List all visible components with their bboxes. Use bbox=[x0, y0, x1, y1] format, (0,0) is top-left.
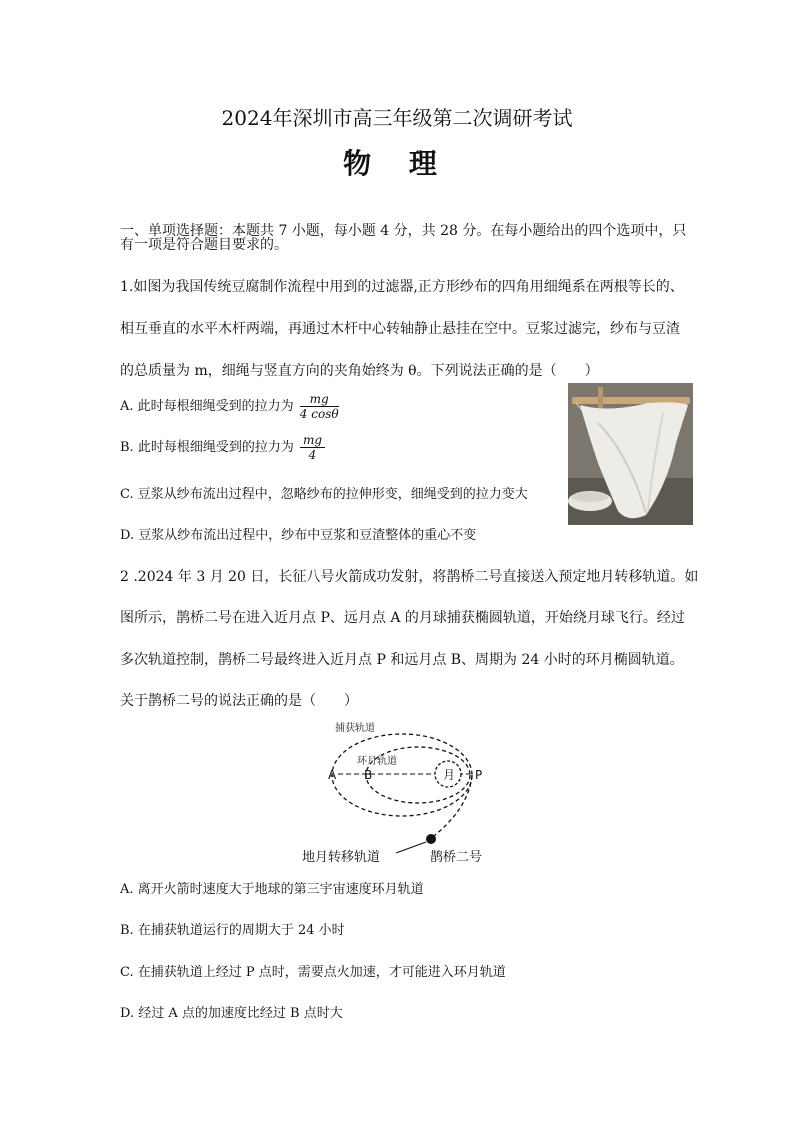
orbit-diagram bbox=[300, 715, 500, 870]
section-instruction-line2: 有一项是符合题目要求的。 bbox=[120, 237, 288, 253]
q1-stem-line2: 相互垂直的水平木杆两端，再通过木杆中心转轴静止悬挂在空中。豆浆过滤完，纱布与豆渣 bbox=[120, 321, 680, 337]
capture-orbit-label: 捕获轨道 bbox=[335, 723, 375, 734]
moon-label: 月 bbox=[443, 768, 456, 782]
transfer-orbit-leader bbox=[396, 842, 426, 853]
q1-option-c: C. 豆浆从纱布流出过程中，忽略纱布的拉伸形变，细绳受到的拉力变大 bbox=[120, 487, 528, 502]
q1-option-a bbox=[120, 392, 339, 421]
q2-option-d: D. 经过 A 点的加速度比经过 B 点时大 bbox=[120, 1006, 343, 1021]
tofu-filter-photo bbox=[568, 383, 693, 525]
q1-option-d: D. 豆浆从纱布流出过程中，纱布中豆浆和豆渣整体的重心不变 bbox=[120, 528, 477, 543]
q1-stem-line1: 1.如图为我国传统豆腐制作流程中用到的过滤器,正方形纱布的四角用细绳系在两根等长的、 bbox=[120, 279, 684, 295]
q2-stem-line4: 关于鹊桥二号的说法正确的是（ ） bbox=[120, 693, 358, 709]
q2-stem-line2: 图所示，鹊桥二号在进入近月点 P、远月点 A 的月球捕获椭圆轨道，开始绕月球飞行。经过 bbox=[120, 610, 685, 626]
q1-option-a-fraction bbox=[300, 392, 339, 421]
q1-option-b-fraction bbox=[300, 433, 325, 462]
section-instruction-line1: 一、单项选择题：本题共 7 小题，每小题 4 分，共 28 分。在每小题给出的四个选项中，只 bbox=[120, 223, 687, 239]
q1-option-a-text: A. 此时每根细绳受到的拉力为 bbox=[120, 399, 294, 414]
q1-option-b bbox=[120, 433, 325, 462]
point-a-label: A bbox=[328, 768, 337, 782]
q2-option-a: A. 离开火箭时速度大于地球的第三宇宙速度环月轨道 bbox=[120, 882, 424, 897]
q1-option-b-text: B. 此时每根细绳受到的拉力为 bbox=[120, 440, 294, 455]
q1-option-a-numerator: mg bbox=[300, 392, 339, 407]
tofu-filter-illustration bbox=[568, 383, 693, 525]
q1-option-b-numerator: mg bbox=[300, 433, 325, 448]
q2-stem-line1: 2 .2024 年 3 月 20 日，长征八号火箭成功发射，将鹊桥二号直接送入预定地月转移轨道。如 bbox=[120, 569, 699, 585]
subject-title: 物 理 bbox=[343, 147, 451, 180]
transfer-orbit-label: 地月转移轨道 bbox=[302, 850, 381, 865]
point-b-label: B bbox=[364, 768, 373, 782]
probe-dot bbox=[426, 834, 436, 844]
q2-stem-line3: 多次轨道控制，鹊桥二号最终进入近月点 P 和远月点 B、周期为 24 小时的环月椭圆轨道。 bbox=[120, 652, 684, 668]
point-p-label: P bbox=[475, 768, 483, 782]
q1-option-b-denominator: 4 bbox=[308, 448, 317, 462]
q1-option-a-denominator: 4 cosθ bbox=[299, 407, 339, 421]
exam-title: 2024年深圳市高三年级第二次调研考试 bbox=[221, 106, 573, 130]
q2-option-c: C. 在捕获轨道上经过 P 点时，需要点火加速，才可能进入环月轨道 bbox=[120, 965, 506, 980]
probe-label: 鹊桥二号 bbox=[430, 850, 483, 865]
lunar-orbit-label: 环月轨道 bbox=[357, 756, 397, 767]
q2-option-b: B. 在捕获轨道运行的周期大于 24 小时 bbox=[120, 923, 345, 938]
q1-stem-line3: 的总质量为 m，细绳与竖直方向的夹角始终为 θ。下列说法正确的是（ ） bbox=[120, 363, 599, 379]
